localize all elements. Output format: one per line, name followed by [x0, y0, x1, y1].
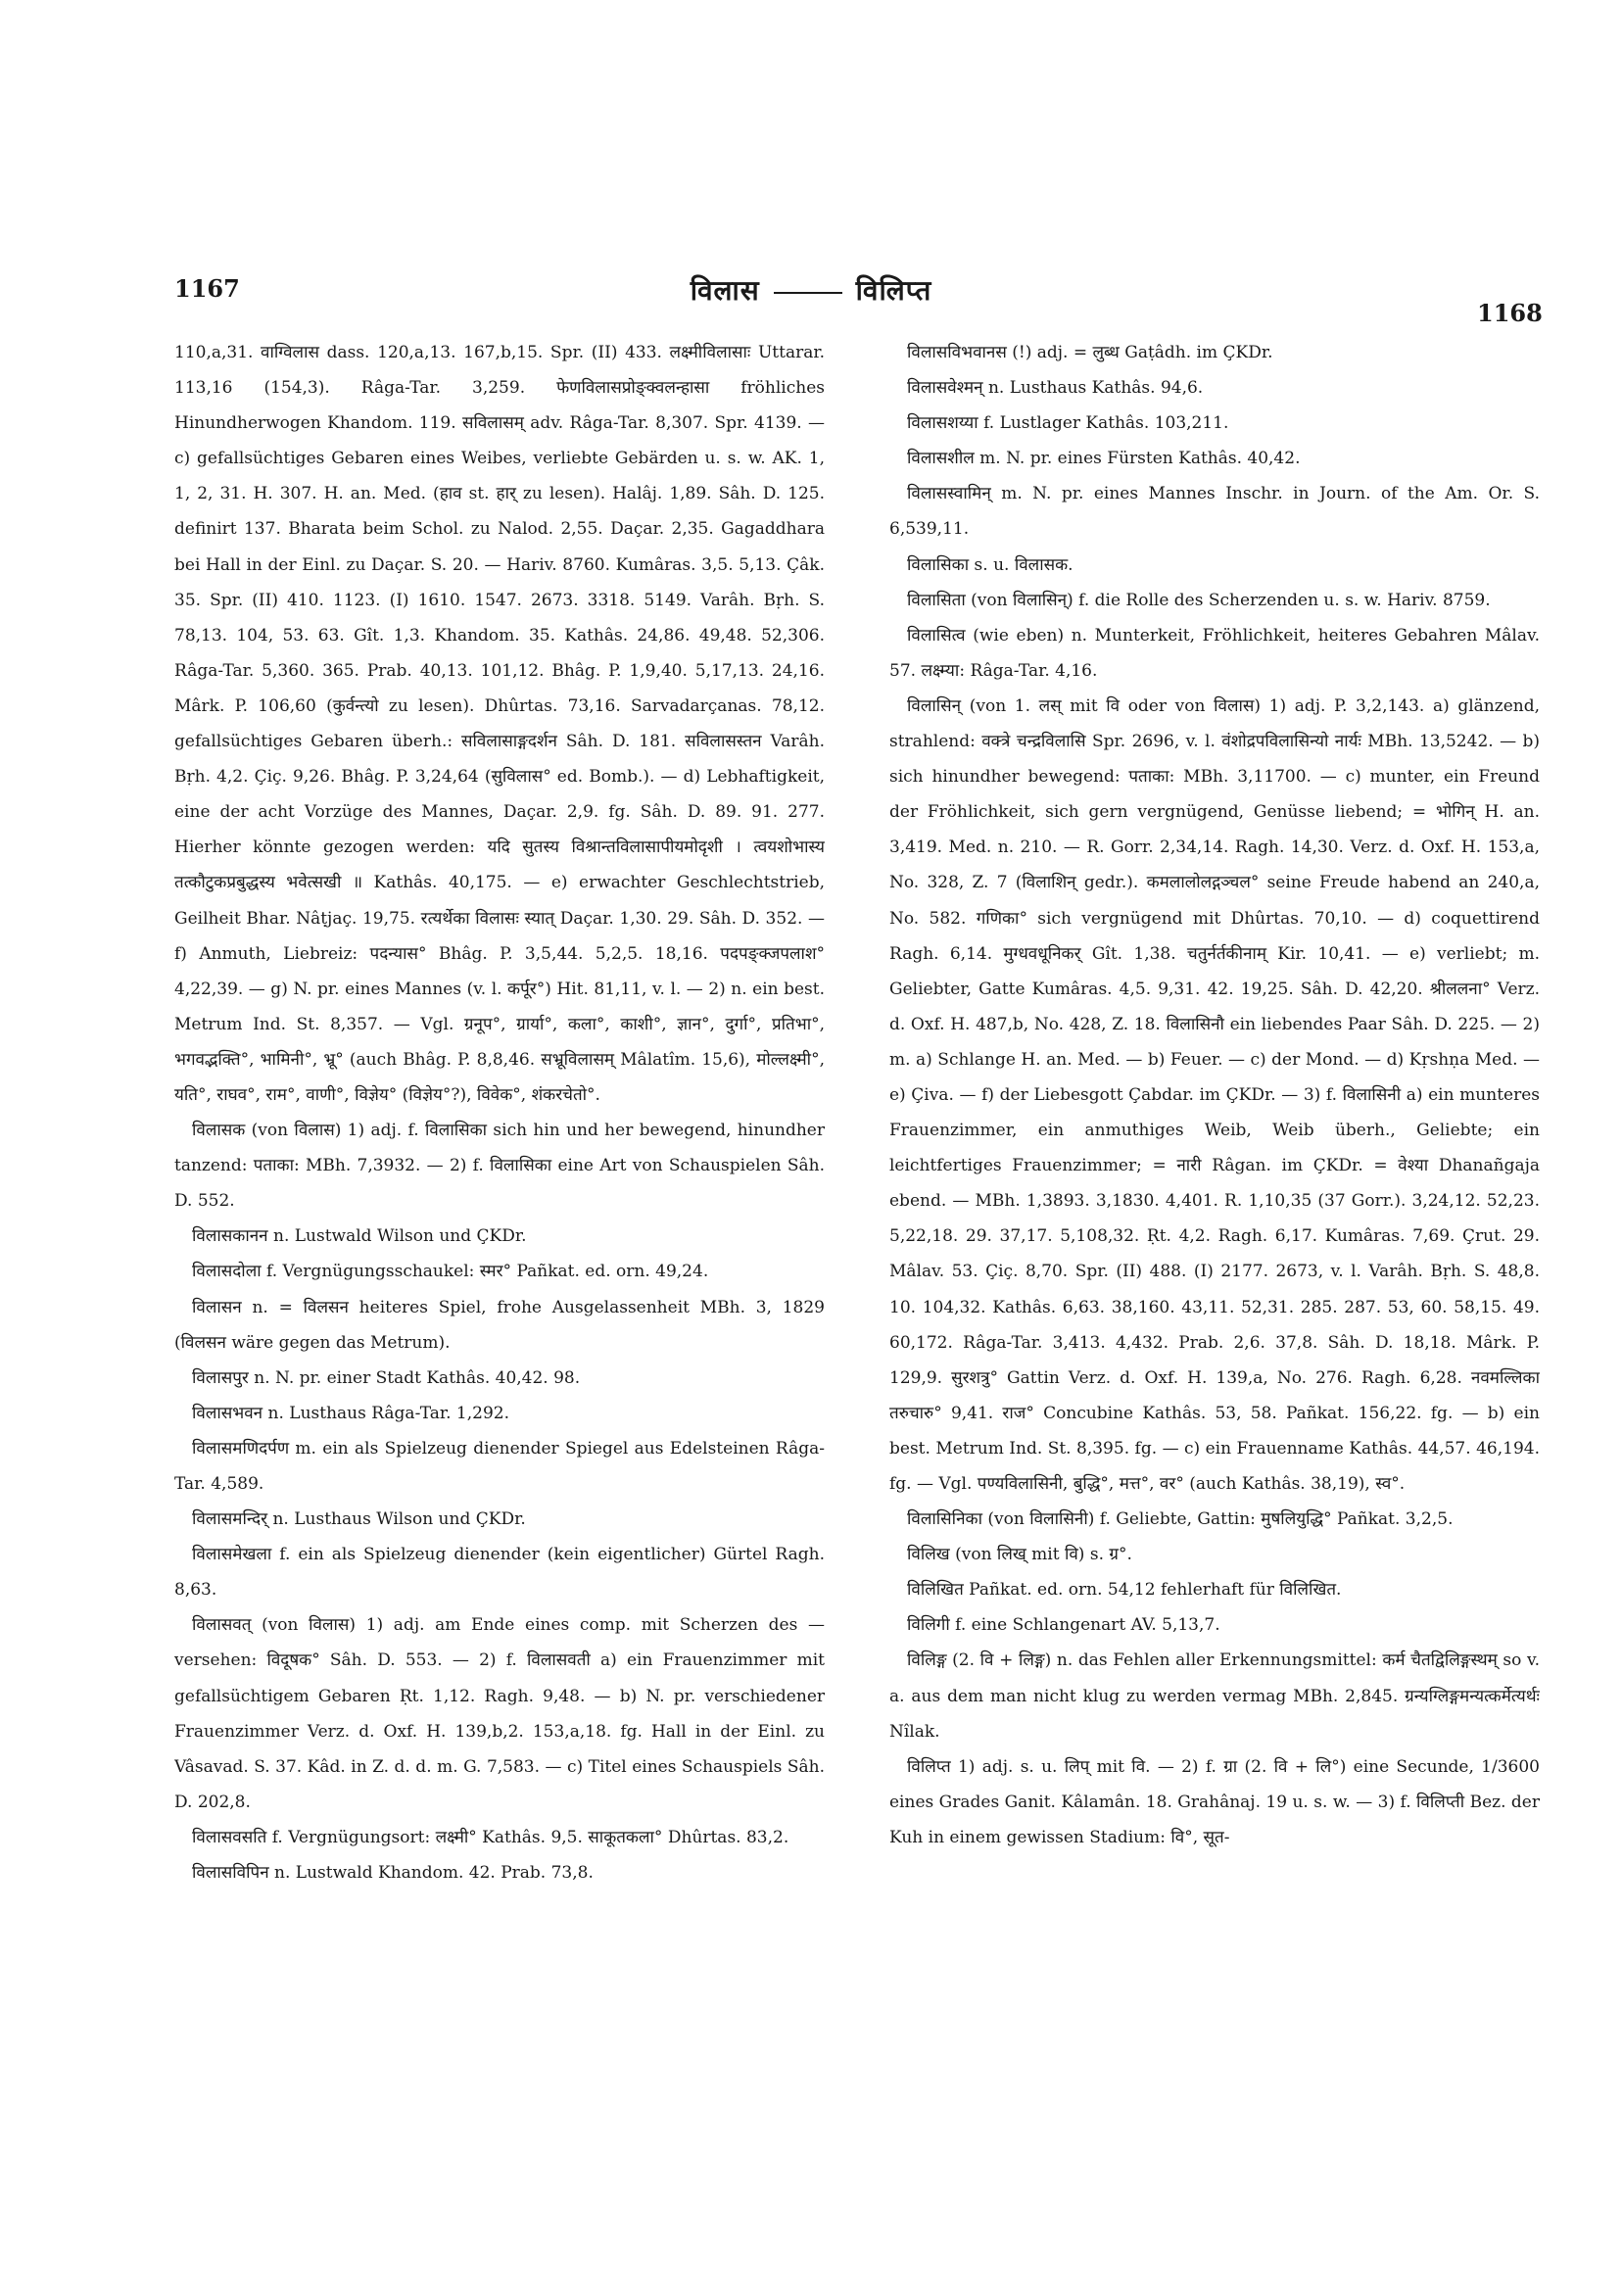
head-word-left: विलास [690, 274, 760, 307]
dictionary-entry: विलासक (von विलास) 1) adj. f. विलासिका sich hin und her bewegend, hinundher tanzend: पताका: MBh. 7,3932. — 2) f. विलासिका eine Art von Schauspielen Sâh. D. 552. [174, 1121, 825, 1212]
dictionary-entry: विलिङ्ग (2. वि + लिङ्ग) n. das Fehlen aller Erkennungsmittel: कर्म चैतद्विलिङ्गस्थम् so v. a. aus dem man nicht klug zu werden vermag MBh. 2,845. ग्रन्यग्लिङ्गमन्यत्कर्मेत्यर्थः Nîlak. [889, 1650, 1540, 1742]
dictionary-entry: विलासिन् (von 1. लस् mit वि oder von विलास) 1) adj. P. 3,2,143. a) glänzend, strahlend: वक्त्रे चन्द्रविलासि Spr. 2696, v. l. वंशोद्रपविलासिन्यो नार्यः MBh. 13,5242. — b) sich hinundher bewegend: पताका: MBh. 3,11700. — c) munter, ein Freund der Fröhlichkeit, sich gern vergnügend, Genüsse liebend; = भोगिन् H. an. 3,419. Med. n. 210. — R. Gorr. 2,34,14. Ragh. 14,30. Verz. d. Oxf. H. 153,a, No. 328, Z. 7 (विलाशिन् gedr.). कमलालोलद्गञ्चल° seine Freude habend an 240,a, No. 582. गणिका° sich vergnügend mit Dhûrtas. 70,10. — d) coquettirend Ragh. 6,14. मुग्धवधूनिकर् Gît. 1,38. चतुर्नर्तकीनाम् Kir. 10,41. — e) verliebt; m. Geliebter, Gatte Kumâras. 4,5. 9,31. 42. 19,25. Sâh. D. 42,20. श्रीललना° Verz. d. Oxf. H. 487,b, No. 428, Z. 18. विलासिनौ ein liebendes Paar Sâh. D. 225. — 2) m. a) Schlange H. an. Med. — b) Feuer. — c) der Mond. — d) Kṛshṇa Med. — e) Çiva. — f) der Liebesgott Çabdar. im ÇKDr. — 3) f. विलासिनी a) ein munteres Frauenzimmer, ein anmuthiges Weib, Weib überh., Geliebte; ein leichtfertiges Frauenzimmer; = नारी Râgan. im ÇKDr. = वेश्या Dhanañgaja ebend. — MBh. 1,3893. 3,1830. 4,401. R. 1,10,35 (37 Gorr.). 3,24,12. 52,23. 5,22,18. 29. 37,17. 5,108,32. Ṛt. 4,2. Ragh. 6,17. Kumâras. 7,69. Çrut. 29. Mâlav. 53. Çiç. 8,70. Spr. (II) 488. (I) 2177. 2673, v. l. Varâh. Bṛh. S. 48,8. 10. 104,32. Kathâs. 6,63. 38,160. 43,11. 52,31. 285. 287. 53, 60. 58,15. 49. 60,172. Râga-Tar. 3,413. 4,432. Prab. 2,6. 37,8. Sâh. D. 18,18. Mârk. P. 129,9. सुरशत्रु° Gattin Verz. d. Oxf. H. 139,a, No. 276. Ragh. 6,28. नवमल्लिका तरुचारु° 9,41. राज° Concubine Kathâs. 53, 58. Pañkat. 156,22. fg. — b) ein best. Metrum Ind. St. 8,395. fg. — c) ein Frauenname Kathâs. 44,57. 46,194. fg. — Vgl. पण्यविलासिनी, बुद्धि°, मत्त°, वर° (auch Kathâs. 38,19), स्व°. [889, 695, 1540, 1494]
left-column [174, 335, 825, 2274]
dictionary-entry: विलासमणिदर्पण m. ein als Spielzeug dienender Spiegel aus Edelsteinen Râga-Tar. 4,589. [174, 1438, 825, 1494]
dictionary-entry: विलासित्व (wie eben) n. Munterkeit, Fröhlichkeit, heiteres Gebahren Mâlav. 57. लक्ष्म्या: Râga-Tar. 4,16. [889, 625, 1540, 681]
dictionary-entry: विलासवत् (von विलास) 1) adj. am Ende eines comp. mit Scherzen des — versehen: विदूषक° Sâh. D. 553. — 2) f. विलासवती a) ein Frauenzimmer mit gefallsüchtigem Gebaren Ṛt. 1,12. Ragh. 9,48. — b) N. pr. verschiedener Frauenzimmer Verz. d. Oxf. H. 139,b,2. 153,a,18. fg. Hall in der Einl. zu Vâsavad. S. 37. Kâd. in Z. d. d. m. G. 7,583. — c) Titel eines Schauspiels Sâh. D. 202,8. [174, 1615, 825, 1812]
running-head [0, 271, 1622, 309]
dictionary-entry: विलासशय्या f. Lustlager Kathâs. 103,211. [907, 413, 1229, 434]
dictionary-entry: विलासन n. = विलसन heiteres Spiel, frohe Ausgelassenheit MBh. 3, 1829 (विलसन wäre gegen das Metrum). [174, 1297, 825, 1353]
dictionary-entry: विलासविपिन n. Lustwald Khandom. 42. Prab. 73,8. [192, 1863, 594, 1884]
page-number-right: 1168 [1477, 299, 1543, 327]
dictionary-entry: 110,a,31. वाग्विलास dass. 120,a,13. 167,b,15. Spr. (II) 433. लक्ष्मीविलासाः Uttarar. 113,16 (154,3). Râga-Tar. 3,259. फेणविलासप्रोङ्क्वलन्हासा fröhliches Hinundherwogen Khandom. 119. सविलासम् adv. Râga-Tar. 8,307. Spr. 4139. — c) gefallsüchtiges Gebaren eines Weibes, verliebte Gebärden u. s. w. AK. 1, 1, 2, 31. H. 307. H. an. Med. (हाव st. हार् zu lesen). Halâj. 1,89. Sâh. D. 125. definirt 137. Bharata beim Schol. zu Nalod. 2,55. Daçar. 2,35. Gagaddhara bei Hall in der Einl. zu Daçar. S. 20. — Hariv. 8760. Kumâras. 3,5. 5,13. Çâk. 35. Spr. (II) 410. 1123. (I) 1610. 1547. 2673. 3318. 5149. Varâh. Bṛh. S. 78,13. 104, 53. 63. Gît. 1,3. Khandom. 35. Kathâs. 24,86. 49,48. 52,306. Râga-Tar. 5,360. 365. Prab. 40,13. 101,12. Bhâg. P. 1,9,40. 5,17,13. 24,16. Mârk. P. 106,60 (कुर्वन्त्यो zu lesen). Dhûrtas. 73,16. Sarvadarçanas. 78,12. gefallsüchtiges Gebaren überh.: सविलासाङ्गदर्शन Sâh. D. 181. सविलासस्तन Varâh. Bṛh. 4,2. Çiç. 9,26. Bhâg. P. 3,24,64 (सुविलास° ed. Bomb.). — d) Lebhaftigkeit, eine der acht Vorzüge des Mannes, Daçar. 2,9. fg. Sâh. D. 89. 91. 277. Hierher könnte gezogen werden: यदि सुतस्य विश्रान्तविलासापीयमोदृशी । त्वयशोभास्य तत्कौटुकप्रबुद्धस्य भवेत्सखी ॥ Kathâs. 40,175. — e) erwachter Geschlechtstrieb, Geilheit Bhar. Nâṭjaç. 19,75. रत्यर्थेका विलासः स्यात् Daçar. 1,30. 29. Sâh. D. 352. — f) Anmuth, Liebreiz: पदन्यास° Bhâg. P. 3,5,44. 5,2,5. 18,16. पदपङ्क्जपलाश° 4,22,39. — g) N. pr. eines Mannes (v. l. कर्पूर°) Hit. 81,11, v. l. — 2) n. ein best. Metrum Ind. St. 8,357. — Vgl. ग्रनूप°, ग्रार्या°, कला°, काशी°, ज्ञान°, दुर्गा°, प्रतिभा°, भगवद्भक्ति°, भामिनी°, भ्रू° (auch Bhâg. P. 8,8,46. सभ्रूविलासम् Mâlatîm. 15,6), मोल्लक्ष्मी°, यति°, राघव°, राम°, वाणी°, विज्ञेय° (विज्ञेय°?), विवेक°, शंकरचेतो°. [174, 343, 825, 1105]
dictionary-entry: विलिख (von लिख् mit वि) s. ग्र°. [907, 1545, 1132, 1565]
head-word-right: विलिप्त [855, 274, 932, 307]
head-dash [774, 292, 842, 294]
dictionary-entry: विलासकानन n. Lustwald Wilson und ÇKDr. [192, 1226, 527, 1247]
page-number-left: 1167 [174, 274, 240, 303]
dictionary-entry: विलिगी f. eine Schlangenart AV. 5,13,7. [907, 1615, 1220, 1636]
right-column-text [889, 335, 1540, 1855]
dictionary-entry: विलासवेश्मन् n. Lusthaus Kathâs. 94,6. [907, 378, 1204, 399]
dictionary-entry: विलासिता (von विलासिन्) f. die Rolle des Scherzenden u. s. w. Hariv. 8759. [907, 590, 1491, 610]
right-column [889, 335, 1540, 2274]
dictionary-entry: विलासविभवानस (!) adj. = लुब्ध Gaṭâdh. im ÇKDr. [907, 343, 1273, 362]
dictionary-entry: विलासमन्दिर् n. Lusthaus Wilson und ÇKDr. [192, 1509, 526, 1530]
left-column-text [174, 335, 825, 1890]
dictionary-entry: विलासभवन n. Lusthaus Râga-Tar. 1,292. [192, 1403, 510, 1423]
dictionary-entry: विलासस्वामिन् m. N. pr. eines Mannes Inschr. in Journ. of the Am. Or. S. 6,539,11. [889, 484, 1540, 540]
dictionary-entry: विलिखित Pañkat. ed. orn. 54,12 fehlerhaft für विलिखित. [907, 1580, 1342, 1601]
dictionary-entry: विलासमेखला f. ein als Spielzeug dienender (kein eigentlicher) Gürtel Ragh. 8,63. [174, 1545, 825, 1601]
dictionary-entry: विलासिनिका (von विलासिनी) f. Geliebte, Gattin: मुषलियुद्धि° Pañkat. 3,2,5. [907, 1509, 1454, 1530]
dictionary-entry: विलासदोला f. Vergnügungsschaukel: स्मर° Pañkat. ed. orn. 49,24. [192, 1262, 709, 1282]
dictionary-entry: विलासपुर n. N. pr. einer Stadt Kathâs. 40,42. 98. [192, 1367, 581, 1388]
dictionary-entry: विलासवसति f. Vergnügungsort: लक्ष्मी° Kathâs. 9,5. साकूतकला° Dhûrtas. 83,2. [192, 1827, 789, 1847]
dictionary-entry: विलिप्त 1) adj. s. u. लिप् mit वि. — 2) f. ग्रा (2. वि + लि°) eine Secunde, 1/3600 eines Grades Ganit. Kâlamân. 18. Grahânaj. 19 u. s. w. — 3) f. विलिप्ती Bez. der Kuh in einem gewissen Stadium: वि°, सूत- [889, 1756, 1540, 1847]
dictionary-entry: विलासशील m. N. pr. eines Fürsten Kathâs. 40,42. [907, 449, 1301, 469]
dictionary-entry: विलासिका s. u. विलासक. [907, 554, 1073, 575]
